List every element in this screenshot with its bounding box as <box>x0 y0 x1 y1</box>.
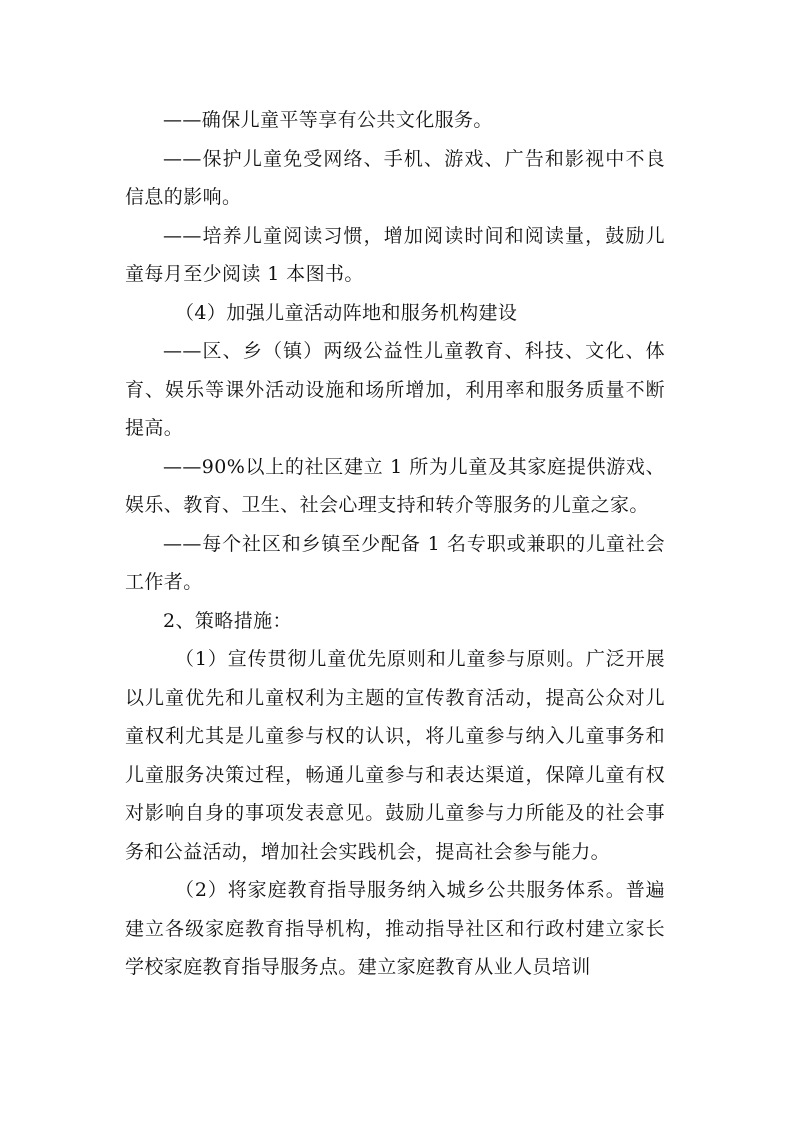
paragraph-strategy-2: （2）将家庭教育指导服务纳入城乡公共服务体系。普遍建立各级家庭教育指导机构，推动指导社区和行政村建立家长学校家庭教育指导服务点。建立家庭教育从业人员培训 <box>125 879 665 978</box>
section-heading-strategies: 2、策略措施： <box>163 609 292 632</box>
paragraph-social-workers: ——每个社区和乡镇至少配备 1 名专职或兼职的儿童社会工作者。 <box>125 532 665 593</box>
section-heading-activity-venues: （4）加强儿童活动阵地和服务机构建设 <box>175 301 518 324</box>
paragraph-activity-facilities: ——区、乡（镇）两级公益性儿童教育、科技、文化、体育、娱乐等课外活动设施和场所增加，利用率和服务质量不断提高。 <box>125 340 665 439</box>
paragraph-childrens-home: ——90%以上的社区建立 1 所为儿童及其家庭提供游戏、娱乐、教育、卫生、社会心理支持和转介等服务的儿童之家。 <box>125 455 665 516</box>
document-body <box>125 101 665 987</box>
paragraph-cultural-services: ——确保儿童平等享有公共文化服务。 <box>163 109 493 131</box>
paragraph-harmful-info-protection: ——保护儿童免受网络、手机、游戏、广告和影视中不良信息的影响。 <box>125 147 665 208</box>
paragraph-strategy-1: （1）宣传贯彻儿童优先原则和儿童参与原则。广泛开展以儿童优先和儿童权利为主题的宣传教育活动，提高公众对儿童权利尤其是儿童参与权的认识，将儿童参与纳入儿童事务和儿童服务决策过程，畅通儿童参与和表达渠道，保障儿童有权对影响自身的事项发表意见。鼓励儿童参与力所能及的社会事务和公益活动，增加社会实践机会，提高社会参与能力。 <box>125 648 665 863</box>
paragraph-reading-habits: ——培养儿童阅读习惯，增加阅读时间和阅读量，鼓励儿童每月至少阅读 1 本图书。 <box>125 224 665 285</box>
